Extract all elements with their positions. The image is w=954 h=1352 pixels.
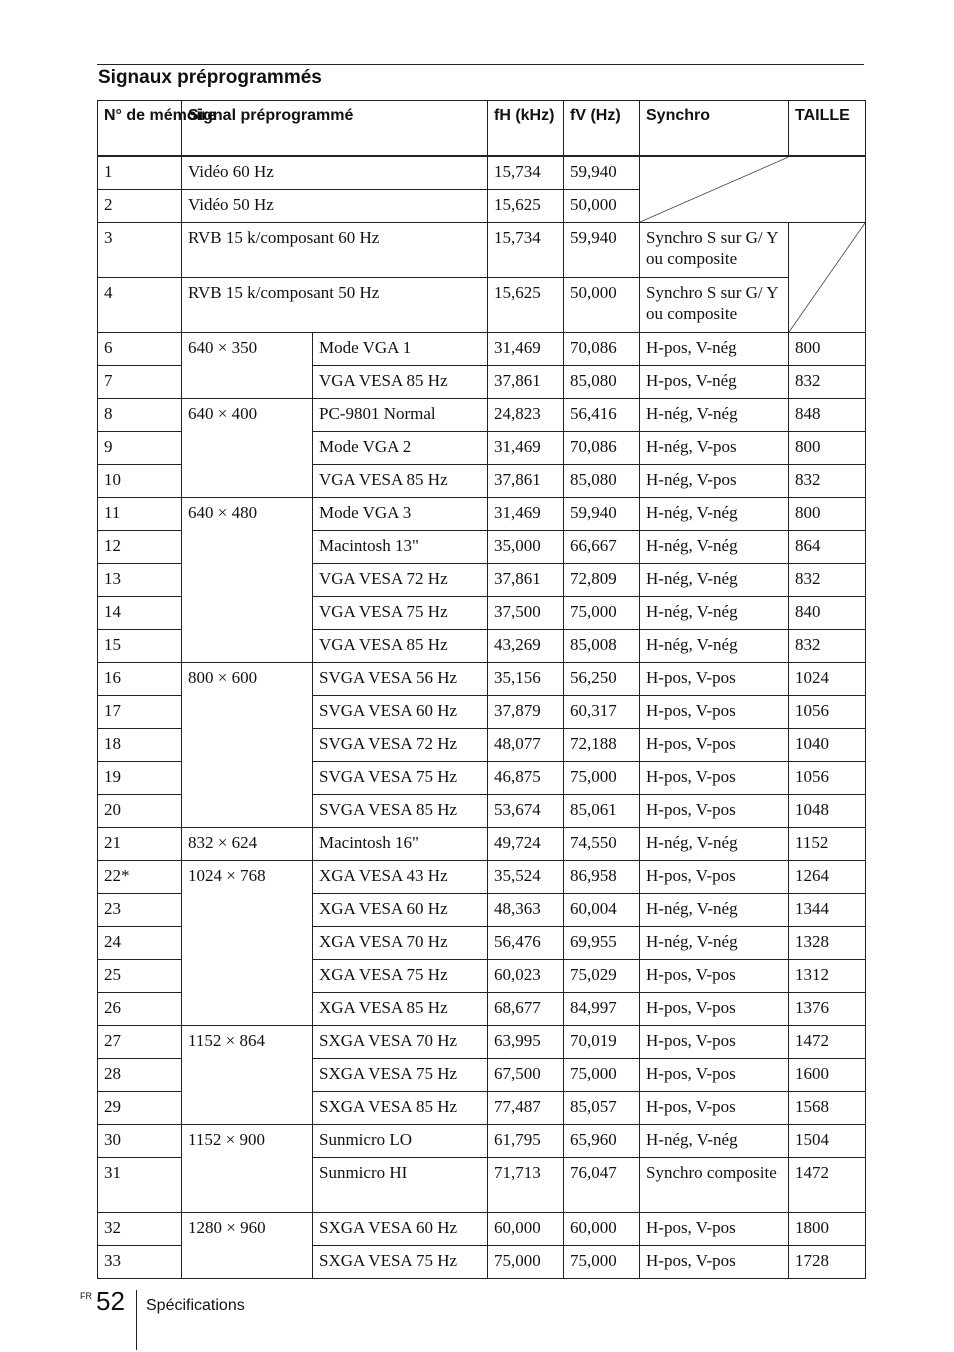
cell-size: 1048 [789,795,866,828]
cell-mode: VGA VESA 72 Hz [313,564,488,597]
cell-fv: 85,061 [564,795,640,828]
cell-fv: 75,000 [564,597,640,630]
cell-size: 1024 [789,663,866,696]
cell-size: 800 [789,333,866,366]
cell-fh: 15,625 [488,190,564,223]
cell-mode: VGA VESA 85 Hz [313,366,488,399]
cell-sync: H-pos, V-pos [640,696,789,729]
cell-size: 832 [789,366,866,399]
resolution-rows [98,333,866,1279]
cell-resolution: 1024 × 768 [182,861,313,1026]
header-sync: Synchro [640,101,789,157]
cell-fh: 31,469 [488,432,564,465]
cell-size: 800 [789,498,866,531]
table-row [98,498,866,531]
table-row [98,663,866,696]
cell-mode: Sunmicro HI [313,1158,488,1213]
cell-fh: 60,023 [488,960,564,993]
header-size: TAILLE [789,101,866,157]
cell-signal: RVB 15 k/composant 50 Hz [182,278,488,333]
cell-signal: RVB 15 k/composant 60 Hz [182,223,488,278]
cell-size: 1056 [789,696,866,729]
cell-sync: H-pos, V-nég [640,366,789,399]
cell-fv: 60,004 [564,894,640,927]
footer-page-number: 52 [96,1286,125,1316]
cell-memory: 8 [98,399,182,432]
cell-size: 1600 [789,1059,866,1092]
cell-mode: XGA VESA 60 Hz [313,894,488,927]
cell-fh: 43,269 [488,630,564,663]
cell-fh: 35,156 [488,663,564,696]
cell-fh: 63,995 [488,1026,564,1059]
cell-memory: 26 [98,993,182,1026]
cell-sync: H-nég, V-nég [640,564,789,597]
table-row [98,333,866,366]
cell-mode: VGA VESA 85 Hz [313,465,488,498]
cell-memory: 17 [98,696,182,729]
cell-sync: Synchro composite [640,1158,789,1213]
cell-fv: 50,000 [564,278,640,333]
cell-sync: H-pos, V-pos [640,795,789,828]
cell-mode: SVGA VESA 72 Hz [313,729,488,762]
cell-size: 840 [789,597,866,630]
top-rule [97,64,864,65]
cell-fh: 37,500 [488,597,564,630]
cell-fv: 85,008 [564,630,640,663]
cell-sync: Synchro S sur G/ Y ou composite [640,223,789,278]
cell-mode: Mode VGA 3 [313,498,488,531]
section-title: Signaux préprogrammés [98,67,322,88]
cell-memory: 32 [98,1213,182,1246]
cell-fh: 31,469 [488,498,564,531]
cell-sync: H-pos, V-pos [640,762,789,795]
cell-sync: H-pos, V-pos [640,1059,789,1092]
cell-mode: SXGA VESA 85 Hz [313,1092,488,1125]
cell-fv: 66,667 [564,531,640,564]
cell-sync: Synchro S sur G/ Y ou composite [640,278,789,333]
cell-memory: 30 [98,1125,182,1158]
cell-sync: H-pos, V-pos [640,663,789,696]
cell-fh: 35,000 [488,531,564,564]
cell-sync: H-pos, V-pos [640,960,789,993]
cell-fv: 69,955 [564,927,640,960]
cell-sync: H-pos, V-pos [640,1246,789,1279]
cell-size: 1504 [789,1125,866,1158]
cell-fh: 24,823 [488,399,564,432]
cell-resolution: 1152 × 864 [182,1026,313,1125]
header-signal: Signal préprogrammé [182,101,488,157]
table-row [98,156,866,190]
cell-fh: 77,487 [488,1092,564,1125]
cell-mode: Mode VGA 1 [313,333,488,366]
table-row [98,1213,866,1246]
cell-memory: 22* [98,861,182,894]
cell-fv: 75,029 [564,960,640,993]
diagonal-strike [789,223,865,332]
cell-fv: 56,250 [564,663,640,696]
cell-mode: XGA VESA 85 Hz [313,993,488,1026]
cell-fv: 50,000 [564,190,640,223]
cell-mode: SXGA VESA 75 Hz [313,1059,488,1092]
cell-memory: 14 [98,597,182,630]
cell-memory: 13 [98,564,182,597]
cell-fh: 49,724 [488,828,564,861]
cell-size: 1040 [789,729,866,762]
cell-memory: 18 [98,729,182,762]
cell-sync: H-nég, V-nég [640,531,789,564]
cell-memory: 2 [98,190,182,223]
cell-sync: H-nég, V-nég [640,828,789,861]
size-not-applicable-cell [789,223,866,333]
cell-mode: VGA VESA 85 Hz [313,630,488,663]
cell-mode: SXGA VESA 75 Hz [313,1246,488,1279]
cell-mode: XGA VESA 43 Hz [313,861,488,894]
cell-fv: 76,047 [564,1158,640,1213]
cell-signal: Vidéo 60 Hz [182,156,488,190]
table-row [98,861,866,894]
cell-fv: 85,080 [564,366,640,399]
cell-mode: SVGA VESA 75 Hz [313,762,488,795]
cell-fv: 56,416 [564,399,640,432]
cell-memory: 25 [98,960,182,993]
cell-mode: SVGA VESA 56 Hz [313,663,488,696]
cell-resolution: 640 × 400 [182,399,313,498]
footer-section: Spécifications [146,1297,245,1314]
cell-resolution: 1280 × 960 [182,1213,313,1279]
header-fh: fH (kHz) [488,101,564,157]
cell-fv: 60,317 [564,696,640,729]
cell-fh: 37,861 [488,366,564,399]
cell-memory: 3 [98,223,182,278]
cell-size: 848 [789,399,866,432]
cell-fh: 15,734 [488,223,564,278]
cell-sync: H-nég, V-nég [640,1125,789,1158]
cell-fh: 67,500 [488,1059,564,1092]
cell-memory: 6 [98,333,182,366]
cell-fh: 15,625 [488,278,564,333]
cell-size: 832 [789,564,866,597]
cell-sync: H-pos, V-nég [640,333,789,366]
cell-sync: H-nég, V-nég [640,498,789,531]
cell-size: 1472 [789,1026,866,1059]
cell-sync: H-pos, V-pos [640,729,789,762]
cell-sync: H-nég, V-pos [640,465,789,498]
cell-memory: 33 [98,1246,182,1279]
cell-fv: 59,940 [564,223,640,278]
cell-fh: 60,000 [488,1213,564,1246]
cell-sync: H-pos, V-pos [640,993,789,1026]
cell-resolution: 640 × 480 [182,498,313,663]
cell-size: 1344 [789,894,866,927]
cell-size: 1376 [789,993,866,1026]
cell-sync: H-nég, V-nég [640,597,789,630]
cell-mode: SXGA VESA 70 Hz [313,1026,488,1059]
cell-size: 1152 [789,828,866,861]
cell-fv: 70,086 [564,432,640,465]
cell-size: 1328 [789,927,866,960]
cell-sync: H-nég, V-nég [640,894,789,927]
cell-fh: 37,879 [488,696,564,729]
cell-signal: Vidéo 50 Hz [182,190,488,223]
cell-fv: 65,960 [564,1125,640,1158]
cell-memory: 27 [98,1026,182,1059]
cell-memory: 16 [98,663,182,696]
cell-memory: 1 [98,156,182,190]
cell-memory: 7 [98,366,182,399]
cell-sync: H-pos, V-pos [640,1026,789,1059]
cell-resolution: 1152 × 900 [182,1125,313,1213]
cell-fh: 46,875 [488,762,564,795]
cell-size: 832 [789,465,866,498]
cell-fh: 48,363 [488,894,564,927]
cell-mode: Macintosh 13" [313,531,488,564]
cell-memory: 11 [98,498,182,531]
cell-resolution: 832 × 624 [182,828,313,861]
cell-mode: XGA VESA 75 Hz [313,960,488,993]
cell-fv: 85,080 [564,465,640,498]
cell-fv: 70,086 [564,333,640,366]
cell-mode: SXGA VESA 60 Hz [313,1213,488,1246]
cell-fv: 59,940 [564,498,640,531]
cell-size: 1264 [789,861,866,894]
cell-size: 1056 [789,762,866,795]
cell-sync: H-pos, V-pos [640,1213,789,1246]
cell-fv: 75,000 [564,1059,640,1092]
cell-fh: 75,000 [488,1246,564,1279]
table-row [98,1125,866,1158]
cell-fv: 72,188 [564,729,640,762]
cell-memory: 29 [98,1092,182,1125]
header-memory: N° de mémoire [98,101,182,157]
cell-size: 800 [789,432,866,465]
cell-memory: 4 [98,278,182,333]
cell-memory: 28 [98,1059,182,1092]
not-applicable-cell [640,156,866,223]
cell-memory: 21 [98,828,182,861]
footer-divider [136,1290,137,1350]
table-row [98,828,866,861]
table-header-row [98,101,866,157]
cell-memory: 24 [98,927,182,960]
diagonal-strike [640,157,865,222]
table-row [98,399,866,432]
cell-fh: 31,469 [488,333,564,366]
cell-fv: 84,997 [564,993,640,1026]
cell-mode: VGA VESA 75 Hz [313,597,488,630]
cell-size: 1568 [789,1092,866,1125]
cell-fh: 35,524 [488,861,564,894]
cell-size: 1312 [789,960,866,993]
cell-fv: 59,940 [564,156,640,190]
cell-mode: SVGA VESA 60 Hz [313,696,488,729]
cell-size: 864 [789,531,866,564]
table-row [98,1026,866,1059]
cell-fv: 86,958 [564,861,640,894]
cell-size: 1728 [789,1246,866,1279]
cell-fh: 61,795 [488,1125,564,1158]
cell-sync: H-nég, V-nég [640,927,789,960]
cell-fh: 68,677 [488,993,564,1026]
cell-mode: Mode VGA 2 [313,432,488,465]
cell-mode: Macintosh 16" [313,828,488,861]
cell-sync: H-nég, V-pos [640,432,789,465]
header-fv: fV (Hz) [564,101,640,157]
cell-fh: 48,077 [488,729,564,762]
cell-memory: 10 [98,465,182,498]
cell-mode: Sunmicro LO [313,1125,488,1158]
cell-resolution: 640 × 350 [182,333,313,399]
cell-sync: H-nég, V-nég [640,399,789,432]
cell-fh: 15,734 [488,156,564,190]
cell-fh: 53,674 [488,795,564,828]
table-row [98,223,866,278]
cell-memory: 12 [98,531,182,564]
cell-sync: H-nég, V-nég [640,630,789,663]
cell-mode: SVGA VESA 85 Hz [313,795,488,828]
cell-fh: 37,861 [488,564,564,597]
cell-fv: 70,019 [564,1026,640,1059]
cell-fh: 37,861 [488,465,564,498]
cell-memory: 9 [98,432,182,465]
cell-fv: 74,550 [564,828,640,861]
cell-fv: 85,057 [564,1092,640,1125]
cell-memory: 15 [98,630,182,663]
cell-memory: 19 [98,762,182,795]
cell-memory: 20 [98,795,182,828]
cell-sync: H-pos, V-pos [640,1092,789,1125]
cell-memory: 23 [98,894,182,927]
footer-lang: FR [80,1291,92,1301]
cell-memory: 31 [98,1158,182,1213]
cell-size: 1472 [789,1158,866,1213]
cell-mode: XGA VESA 70 Hz [313,927,488,960]
cell-size: 832 [789,630,866,663]
preset-signals-table [97,100,866,1279]
cell-fh: 71,713 [488,1158,564,1213]
cell-fv: 75,000 [564,762,640,795]
cell-fv: 60,000 [564,1213,640,1246]
cell-fh: 56,476 [488,927,564,960]
cell-size: 1800 [789,1213,866,1246]
cell-resolution: 800 × 600 [182,663,313,828]
cell-fv: 72,809 [564,564,640,597]
table-row [98,278,866,333]
cell-sync: H-pos, V-pos [640,861,789,894]
cell-mode: PC-9801 Normal [313,399,488,432]
cell-fv: 75,000 [564,1246,640,1279]
